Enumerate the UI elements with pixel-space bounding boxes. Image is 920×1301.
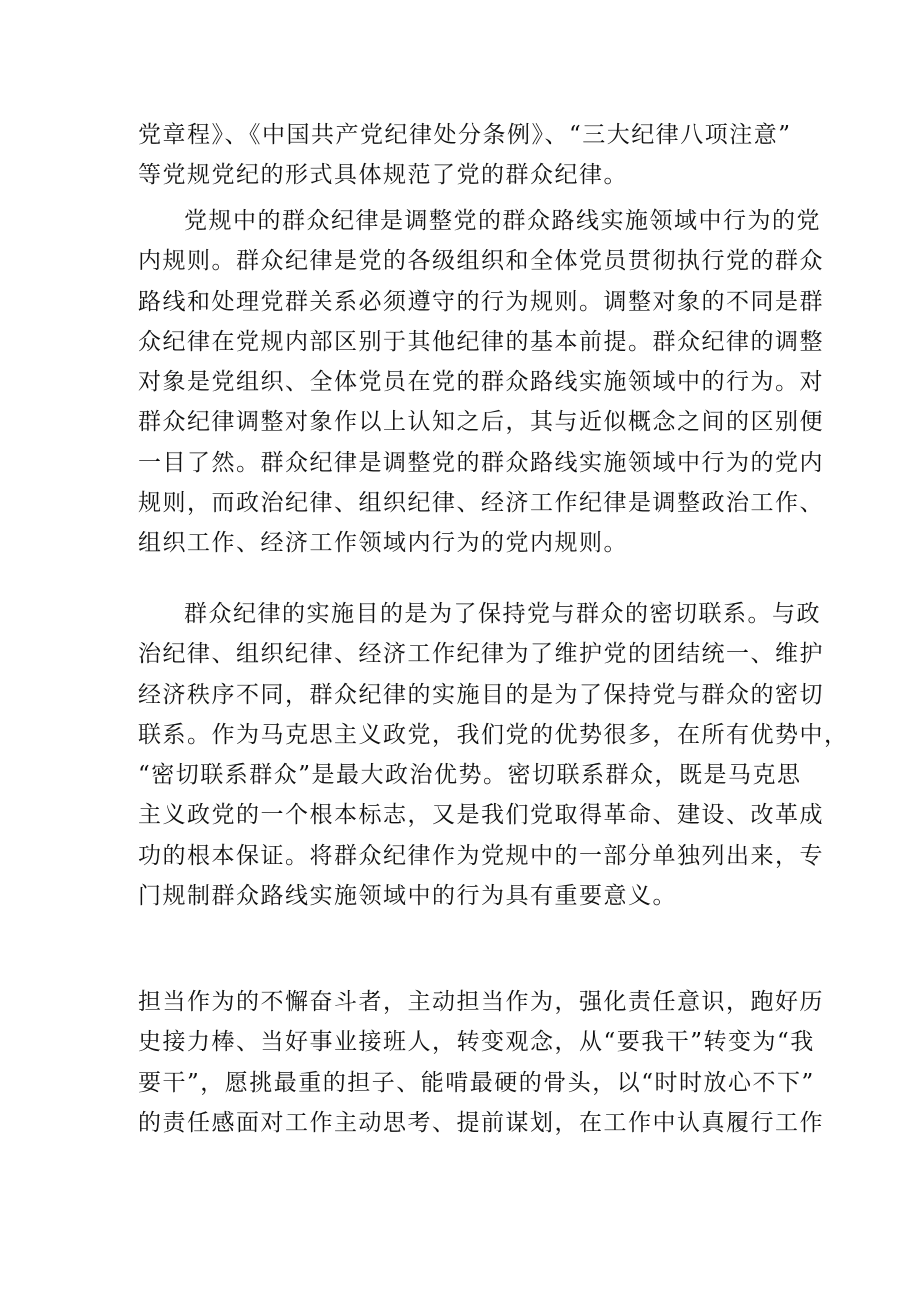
text-line: 的责任感面对工作主动思考、提前谋划，在工作中认真履行工作 bbox=[138, 1109, 824, 1136]
text-line: “密切联系群众”是最大政治优势。密切联系群众，既是马克思 bbox=[138, 762, 802, 789]
text-line: 等党规党纪的形式具体规范了党的群众纪律。 bbox=[138, 162, 628, 189]
text-line: 内规则。群众纪律是党的各级组织和全体党员贯彻执行党的群众 bbox=[138, 248, 824, 275]
text-line: 一目了然。群众纪律是调整党的群众路线实施领域中行为的党内 bbox=[138, 449, 824, 476]
text-line: 对象是党组织、全体党员在党的群众路线实施领域中的行为。对 bbox=[138, 369, 824, 396]
text-line: 担当作为的不懈奋斗者，主动担当作为，强化责任意识，跑好历 bbox=[138, 989, 824, 1015]
paragraph-4 bbox=[138, 982, 824, 1143]
text-line: 群众纪律的实施目的是为了保持党与群众的密切联系。与政 bbox=[184, 601, 821, 627]
text-line: 门规制群众路线实施领域中的行为具有重要意义。 bbox=[138, 883, 677, 910]
text-line: 群众纪律调整对象作以上认知之后，其与近似概念之间的区别便 bbox=[138, 409, 824, 436]
paragraph-2 bbox=[138, 201, 824, 564]
text-line: 联系。作为马克思主义政党，我们党的优势很多，在所有优势中， bbox=[138, 721, 849, 748]
text-line: 史接力棒、当好事业接班人，转变观念，从“要我干”转变为“我 bbox=[138, 1029, 815, 1056]
paragraph-1 bbox=[138, 115, 792, 196]
text-line: 功的根本保证。将群众纪律作为党规中的一部分单独列出来，专 bbox=[138, 842, 824, 869]
text-line: 要干”，愿挑最重的担子、能啃最硬的骨头，以“时时放心不下” bbox=[138, 1069, 815, 1096]
text-line: 组织工作、经济工作领域内行为的党内规则。 bbox=[138, 530, 628, 557]
text-line: 路线和处理党群关系必须遵守的行为规则。调整对象的不同是群 bbox=[138, 288, 824, 315]
text-line: 经济秩序不同，群众纪律的实施目的是为了保持党与群众的密切 bbox=[138, 681, 824, 708]
paragraph-3 bbox=[138, 594, 849, 916]
text-line: 众纪律在党规内部区别于其他纪律的基本前提。群众纪律的调整 bbox=[138, 328, 824, 355]
text-line: 主义政党的一个根本标志，又是我们党取得革命、建设、改革成 bbox=[138, 802, 824, 829]
text-line: 党章程》、《中国共产党纪律处分条例》、“三大纪律八项注意” bbox=[138, 122, 792, 148]
text-line: 规则，而政治纪律、组织纪律、经济工作纪律是调整政治工作、 bbox=[138, 490, 824, 517]
text-line: 治纪律、组织纪律、经济工作纪律为了维护党的团结统一、维护 bbox=[138, 641, 824, 668]
text-line: 党规中的群众纪律是调整党的群众路线实施领域中行为的党 bbox=[184, 208, 821, 234]
